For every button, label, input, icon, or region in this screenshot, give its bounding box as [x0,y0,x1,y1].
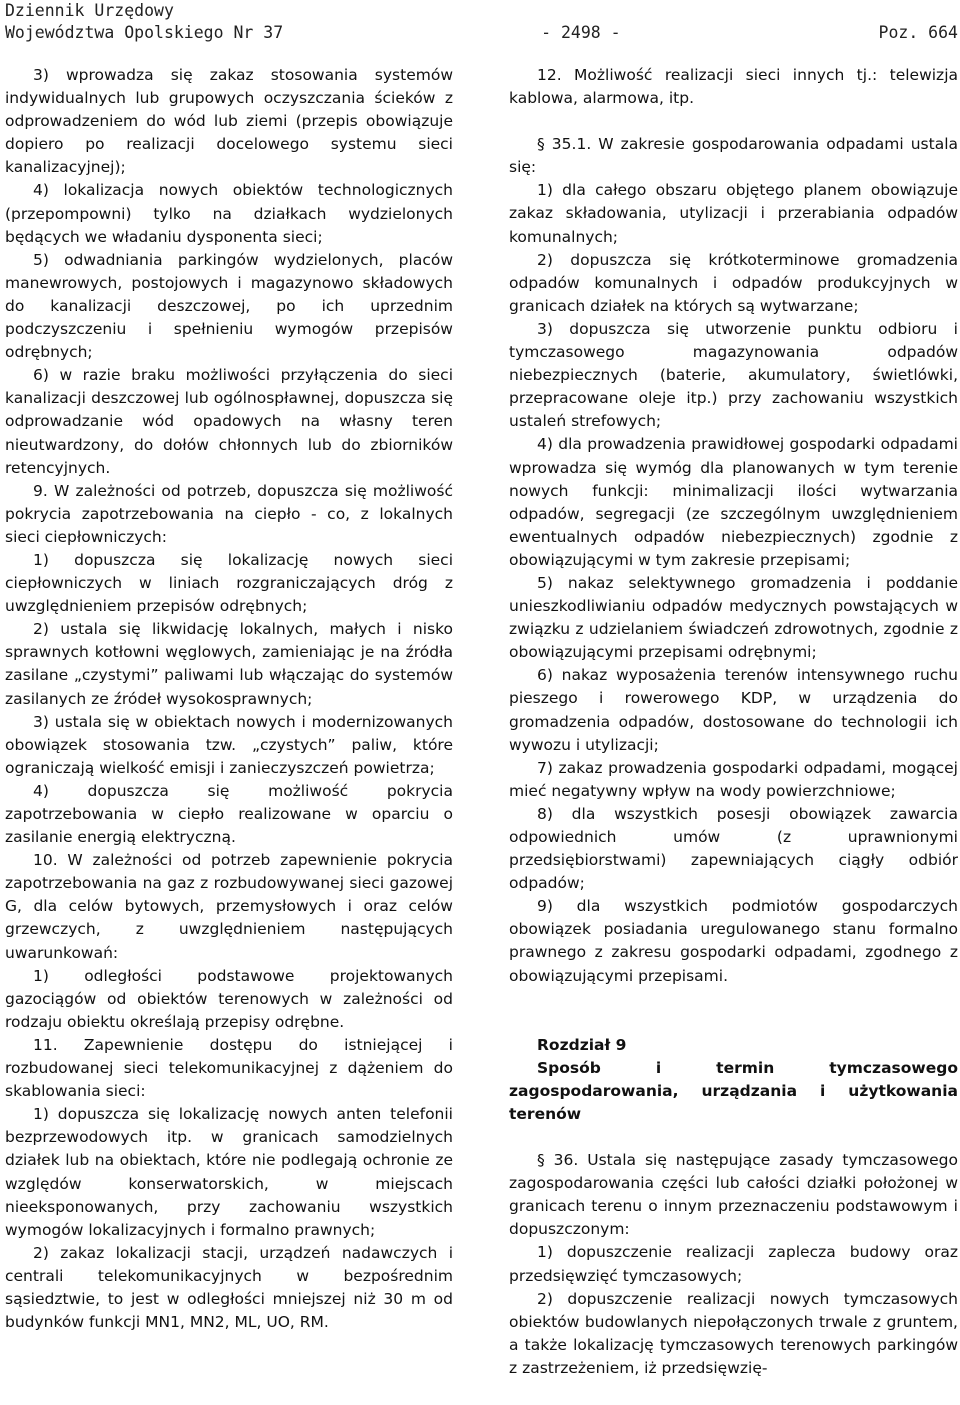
page-number: - 2498 - [541,23,621,42]
paragraph: 7) zakaz prowadzenia gospodarki odpadami, mogącej mieć negatywny wpływ na wody powierzchniowe; [509,758,958,800]
paragraph: 1) dopuszcza się lokalizację nowych sieci ciepłowniczych w liniach rozgraniczających dróg z uwzględnieniem przepisów odrębnych; [5,550,453,616]
paragraph: 3) dopuszcza się utworzenie punktu odbioru i tymczasowego magazynowania odpadów niebezpiecznych (baterie, akumulatory, świetlówki, przepracowane oleje itp.) przy zachowaniu wszystkich ustaleń strefowych; [509,319,958,431]
paragraph: 1) dopuszczenie realizacji zaplecza budowy oraz przedsięwzięć tymczasowych; [509,1243,958,1285]
left-column [5,64,453,1334]
journal-title: Dziennik Urzędowy [5,1,174,20]
page-header [5,0,958,44]
paragraph: 1) dla całego obszaru objętego planem obowiązuje zakaz składowania, utylizacji i przerabiania odpadów komunalnych; [509,181,958,246]
paragraph: 1) odległości podstawowe projektowanych gazociągów od obiektów terenowych w zależności od rodzaju obiektu określają przepisy odrębne. [5,966,453,1031]
spacer [509,110,958,133]
spacer [509,1126,958,1149]
paragraph: 3) wprowadza się zakaz stosowania systemów indywidualnych lub grupowych oczyszczania ścieków z odprowadzeniem do wód lub ziemi (przepis obowiązuje dopiero po realizacji docelowego systemu sieci kanalizacyjnej); [5,66,453,177]
position-number: Poz. 664 [878,23,958,42]
paragraph: 1) dopuszcza się lokalizację nowych anten telefonii bezprzewodowych itp. w granicach samodzielnych działek lub na obiektach, które nie podlegają ochronie ze względów konserwatorskich, w miejscach nieeksponowanych, przy zachowaniu wszystkich wymogów lokalizacyjnych i formalno prawnych; [5,1105,453,1239]
paragraph: 2) dopuszcza się krótkoterminowe gromadzenia odpadów komunalnych i odpadów produkcyjnych w granicach działek na których są wytwarzane; [509,250,958,315]
section-35-intro: § 35.1. W zakresie gospodarowania odpadami ustala się: [509,135,958,177]
paragraph: 3) ustala się w obiektach nowych i modernizowanych obowiązek stosowania tzw. „czystych” paliw, które ograniczają wielkość emisji i zanieczyszczeń powietrza; [5,712,453,777]
section-11-intro: 11. Zapewnienie dostępu do istniejącej i rozbudowanej sieci telekomunikacyjnej z dążeniem do skablowania sieci: [5,1035,453,1101]
paragraph: 2) dopuszczenie realizacji nowych tymczasowych obiektów budowlanych niepołączonych trwale z gruntem, a także lokalizację tymczasowych terenowych parkingów z zastrzeżeniem, iż przedsięwzię- [509,1289,958,1377]
spacer [509,988,958,1034]
paragraph: 6) nakaz wyposażenia terenów intensywnego ruchu pieszego i rowerowego KDP, w urządzenia do gromadzenia odpadów, dostosowane do technologii ich wywozu i utylizacji; [509,666,958,754]
section-36-intro: § 36. Ustala się następujące zasady tymczasowego zagospodarowania części lub całości działki położonej w granicach terenu o innym przeznaczeniu podstawowym i dopuszczonym: [509,1151,958,1239]
paragraph: 8) dla wszystkich posesji obowiązek zawarcia odpowiednich umów (z uprawnionymi przedsiębiorstwami) zapewniających ciągły odbiór odpadów; [509,804,958,893]
chapter-label: Rozdział 9 [537,1035,627,1054]
paragraph: 4) dla prowadzenia prawidłowej gospodarki odpadami wprowadza się wymóg dla planowanych w tym terenie nowych funkcji: minimalizacji ilości wytwarzania odpadów, segregacji (ze szczególnym uwzględnieniem ewentualnych odpadów niebezpiecznych) zgodnie z obowiązującymi w tym zakresie przepisami; [509,435,958,569]
voivodeship-issue: Województwa Opolskiego Nr 37 [5,23,284,42]
paragraph: 4) dopuszcza się możliwość pokrycia zapotrzebowania w ciepło realizowane w oparciu o zasilanie energią elektryczną. [5,781,453,847]
paragraph: 5) nakaz selektywnego gromadzenia i poddanie unieszkodliwianiu odpadów medycznych powstających w związku z udzielaniem świadczeń zdrowotnych, zgodnie z obowiązującymi przepisami odrębnymi; [509,573,958,662]
header-info-line [5,22,958,44]
item-12: 12. Możliwość realizacji sieci innych tj.: telewizja kablowa, alarmowa, itp. [509,66,958,108]
paragraph: 4) lokalizacja nowych obiektów technologicznych (przepompowni) tylko na działkach wydzielonych będących we władaniu dysponenta sieci; [5,181,453,246]
paragraph: 2) ustala się likwidację lokalnych, małych i nisko sprawnych kotłowni węglowych, zamieniając je na źródła zasilane „czystymi” paliwami lub włączając do systemów zasilanych ze źródeł wysokosprawnych; [5,620,453,708]
paragraph: 9) dla wszystkich podmiotów gospodarczych obowiązek posiadania uregulowanego stanu formalno prawnego z zakresu gospodarki odpadami, zgodnego z obowiązującymi przepisami. [509,897,958,985]
paragraph: 5) odwadniania parkingów wydzielonych, placów manewrowych, postojowych i magazynowo składowych do kanalizacji deszczowej, po ich uprzednim podczyszczeniu i spełnieniu wymogów przepisów odrębnych; [5,250,453,362]
chapter-title: Sposób i termin tymczasowego zagospodarowania, urządzania i użytkowania terenów [509,1058,958,1123]
section-9-intro: 9. W zależności od potrzeb, dopuszcza się możliwość pokrycia zapotrzebowania na ciepło - co, z lokalnych sieci ciepłowniczych: [5,481,453,546]
right-column [509,64,958,1380]
section-10-intro: 10. W zależności od potrzeb zapewnienie pokrycia zapotrzebowania na gaz z rozbudowywanej sieci gazowej G, dla celów bytowych, przemysłowych i oraz celów grzewczych, z uwzględnieniem następujących uwarunkowań: [5,851,453,962]
paragraph: 2) zakaz lokalizacji stacji, urządzeń nadawczych i centrali telekomunikacyjnych w bezpośrednim sąsiedztwie, to jest w odległości mniejszej niż 30 m od budynków funkcji MN1, MN2, ML, UO, RM. [5,1243,453,1332]
paragraph: 6) w razie braku możliwości przyłączenia do sieci kanalizacji deszczowej lub ogólnospławnej, dopuszcza się odprowadzanie wód opadowych na własny teren nieutwardzony, do dołów chłonnych lub do zbiorników retencyjnych. [5,366,453,477]
